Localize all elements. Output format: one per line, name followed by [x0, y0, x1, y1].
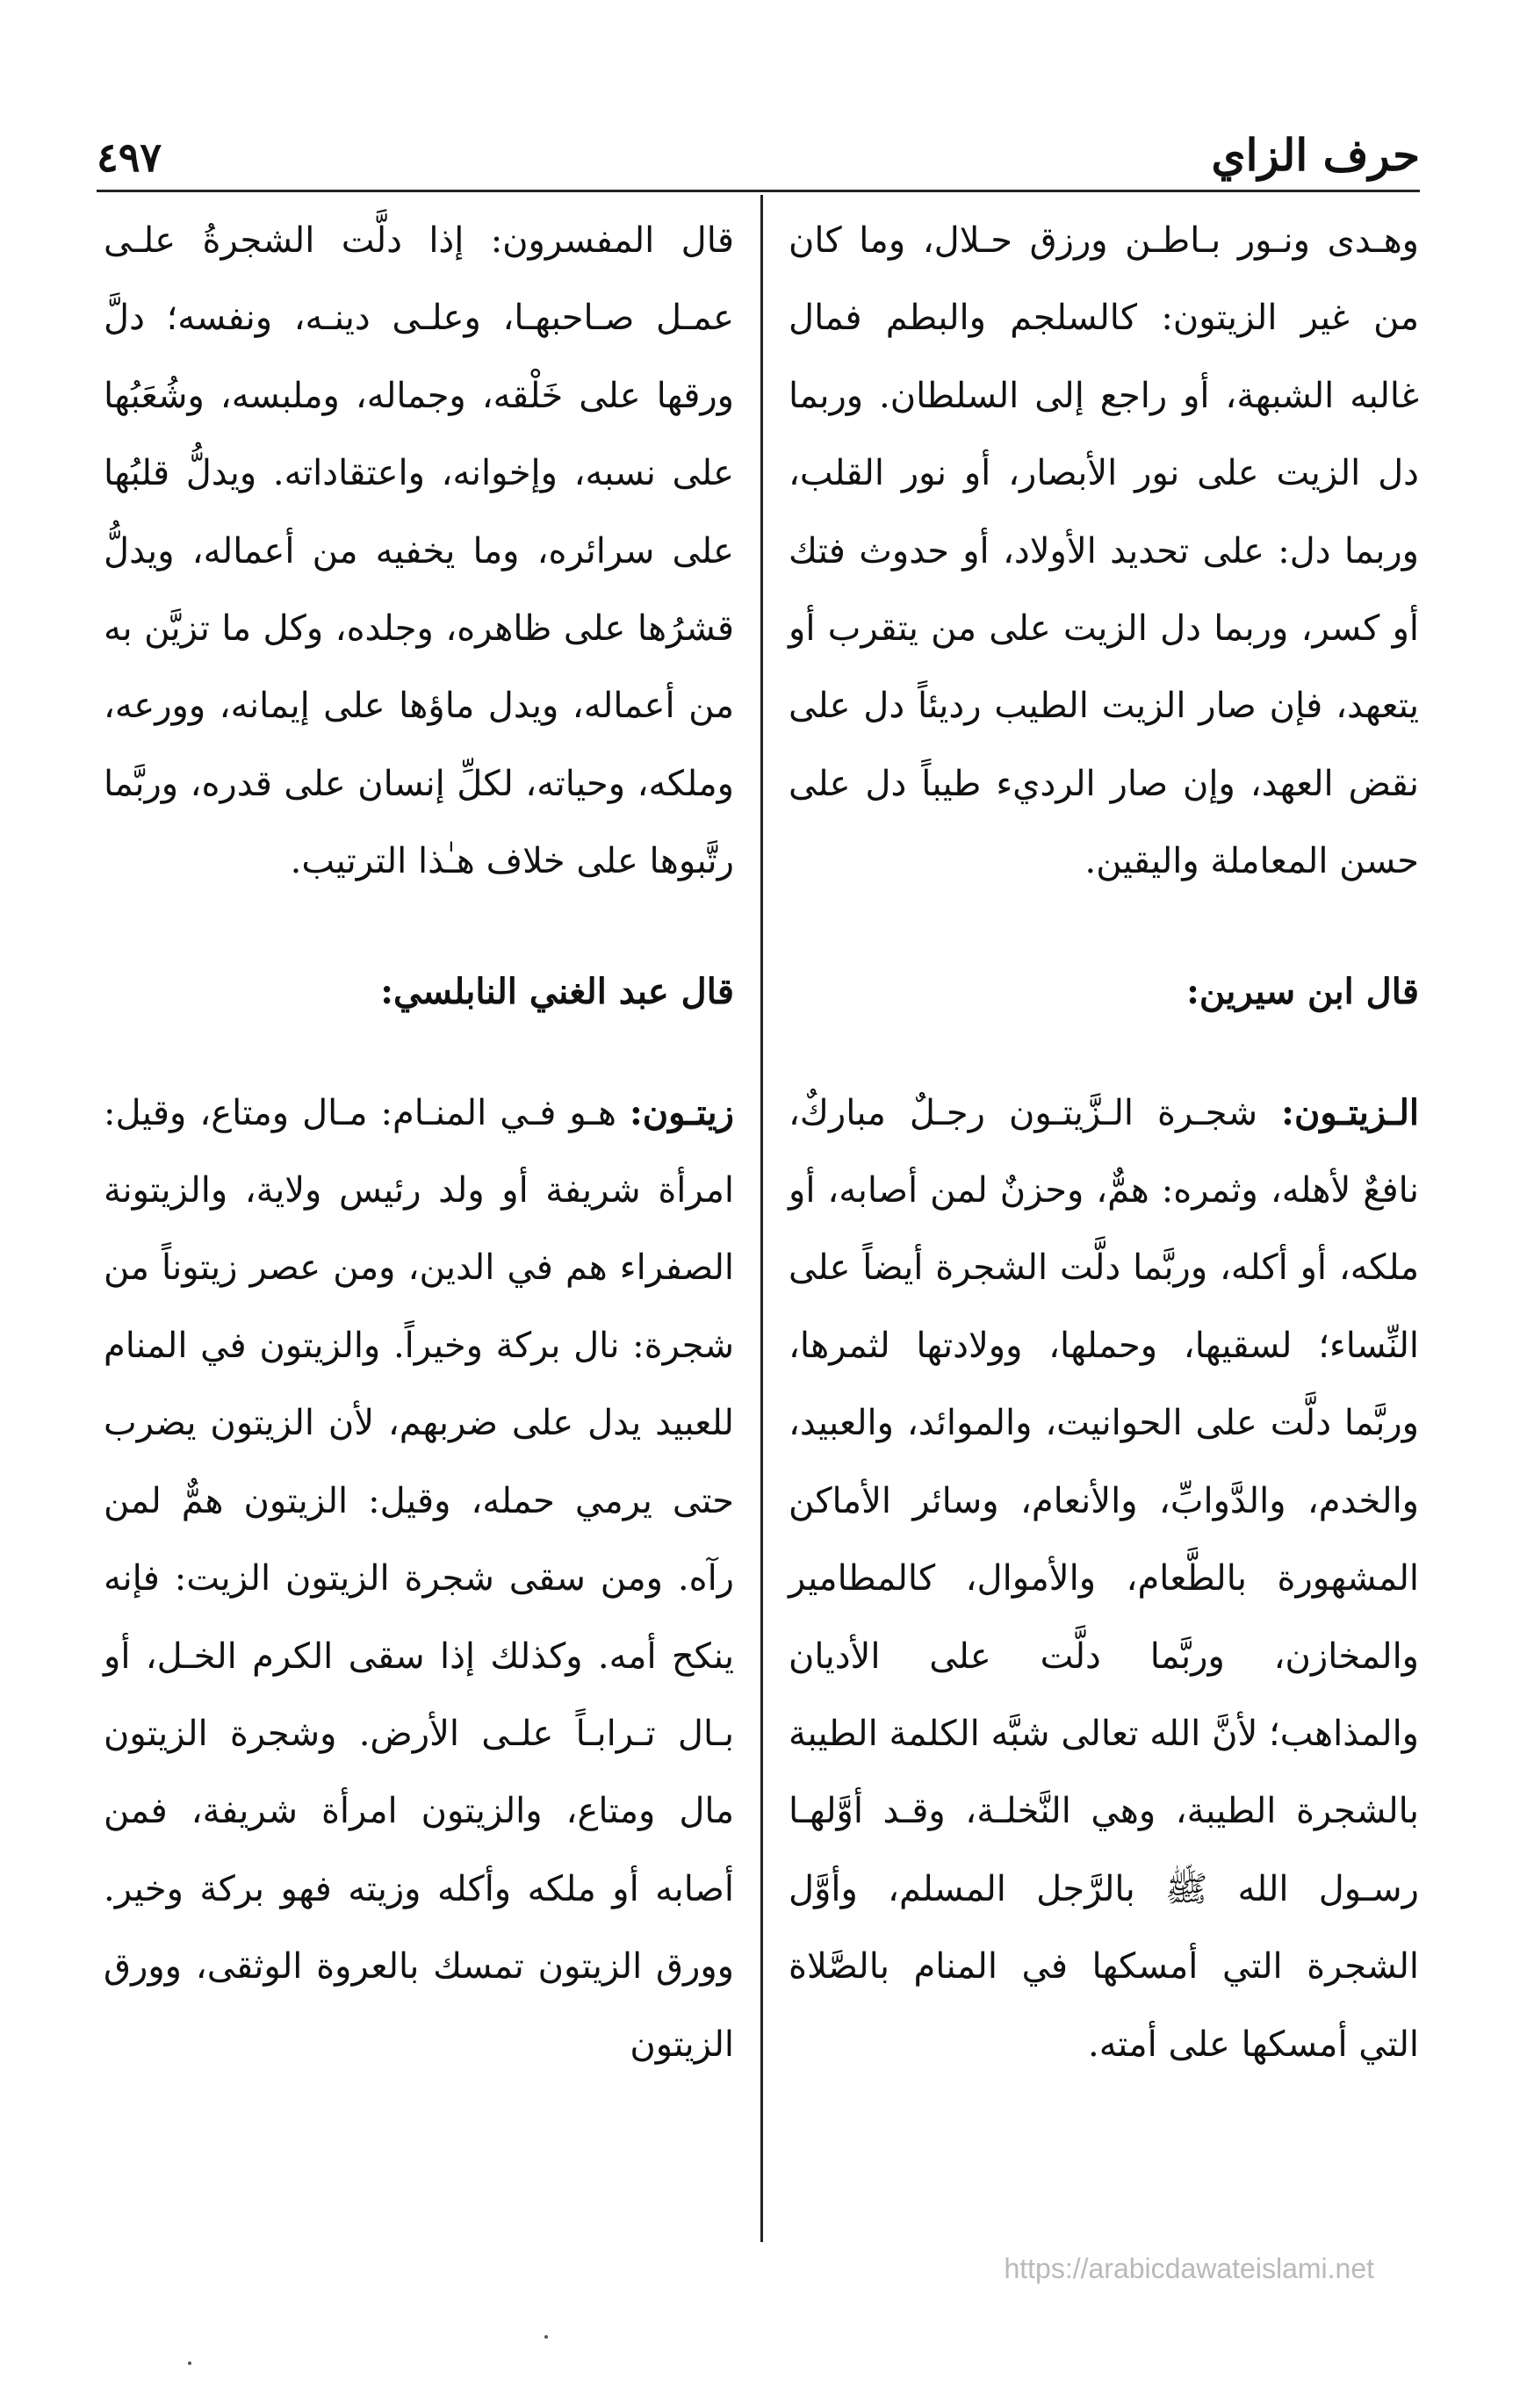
source-watermark: https://arabicdawateislami.net — [1004, 2253, 1374, 2284]
entry-term: الـزيتـون: — [1281, 1091, 1419, 1133]
entry-text: شجـرة الـزَّيتـون رجـلٌ مباركٌ، نافعٌ لأهله، وثمره: همٌّ، وحزنٌ لمن أصابه، أو ملكه، أو أكله، وربَّما دلَّت الشجرة أيضاً على النِّساء؛ لسقيها، وحملها، وولادتها لثمرها، وربَّما دلَّت على الحوانيت، والموائد، والعبيد، والخدم، والدَّوابِّ، والأنعام، وسائر الأماكن المشهورة بالطَّعام، والأموال، كالمطامير والمخازن، وربَّما دلَّت على الأديان والمذاهب؛ لأنَّ الله تعالى شبَّه الكلمة الطيبة بالشجرة الطيبة، وهي النَّخلـة، وقـد أوَّلهـا رسـول الله ﷺ بالرَّجل المسلم، وأوَّل الشجرة التي أمسكها في المنام بالصَّلاة التي أمسكها على أمته. — [789, 1092, 1419, 2065]
running-header — [97, 105, 1420, 192]
scan-speck — [544, 2335, 548, 2339]
paragraph — [104, 1075, 734, 2083]
paragraph: وهـدى ونـور بـاطـن ورزق حـلال، وما كان من غير الزيتون: كالسلجم والبطم فمال غالبه الشبهة، أو راجع إلى السلطان. وربما دل الزيت على نور الأبصار، أو نور القلب، وربما دل: على تحديد الأولاد، أو حدوث فتك أو كسر، وربما دل الزيت على من يتقرب أو يتعهد، فإن صار الزيت الطيب رديئاً دل على نقض العهد، وإن صار الرديء طيباً دل على حسن المعاملة واليقين. — [789, 220, 1419, 882]
entry-term: زيتـون: — [629, 1091, 734, 1133]
section-heading: قال ابن سيرين: — [1186, 970, 1419, 1012]
column-divider — [760, 195, 763, 2242]
chapter-title: حرف الزاي — [1211, 129, 1420, 181]
right-column — [789, 202, 1419, 2083]
paragraph — [789, 1075, 1419, 2083]
left-column — [104, 202, 734, 2083]
scan-speck — [188, 2361, 191, 2365]
section-heading: قال عبد الغني النابلسي: — [380, 970, 734, 1012]
page-number: ٤٩٧ — [97, 133, 162, 181]
paragraph: قال المفسرون: إذا دلَّت الشجرةُ علـى عمـل صـاحبهـا، وعلـى دينـه، ونفسه؛ دلَّ ورقها على خَلْقه، وجماله، وملبسه، وشُعَبُها على نسبه، وإخوانه، واعتقاداته. ويدلُّ قلبُها على سرائره، وما يخفيه من أعماله، ويدلُّ قشرُها على ظاهره، وجلده، وكل ما تزيَّن به من أعماله، ويدل ماؤها على إيمانه، وورعه، وملكه، وحياته، لكلِّ إنسان على قدره، وربَّما رتَّبوها على خلاف هـٰذا الترتيب. — [104, 220, 734, 882]
entry-text: هـو فـي المنـام: مـال ومتاع، وقيل: امرأة شريفة أو ولد رئيس ولاية، والزيتونة الصفراء هم في الدين، ومن عصر زيتوناً من شجرة: نال بركة وخيراً. والزيتون في المنام للعبيد يدل على ضربهم، لأن الزيتون يضرب حتى يرمي حمله، وقيل: الزيتون همٌّ لمن رآه. ومن سقى شجرة الزيتون الزيت: فإنه ينكح أمه. وكذلك إذا سقى الكرم الخـل، أو بـال تـرابـاً علـى الأرض. وشجرة الزيتون مال ومتاع، والزيتون امرأة شريفة، فمن أصابه أو ملكه وأكله وزيته فهو بركة وخير. وورق الزيتون تمسك بالعروة الوثقى، وورق الزيتون — [104, 1092, 734, 2065]
